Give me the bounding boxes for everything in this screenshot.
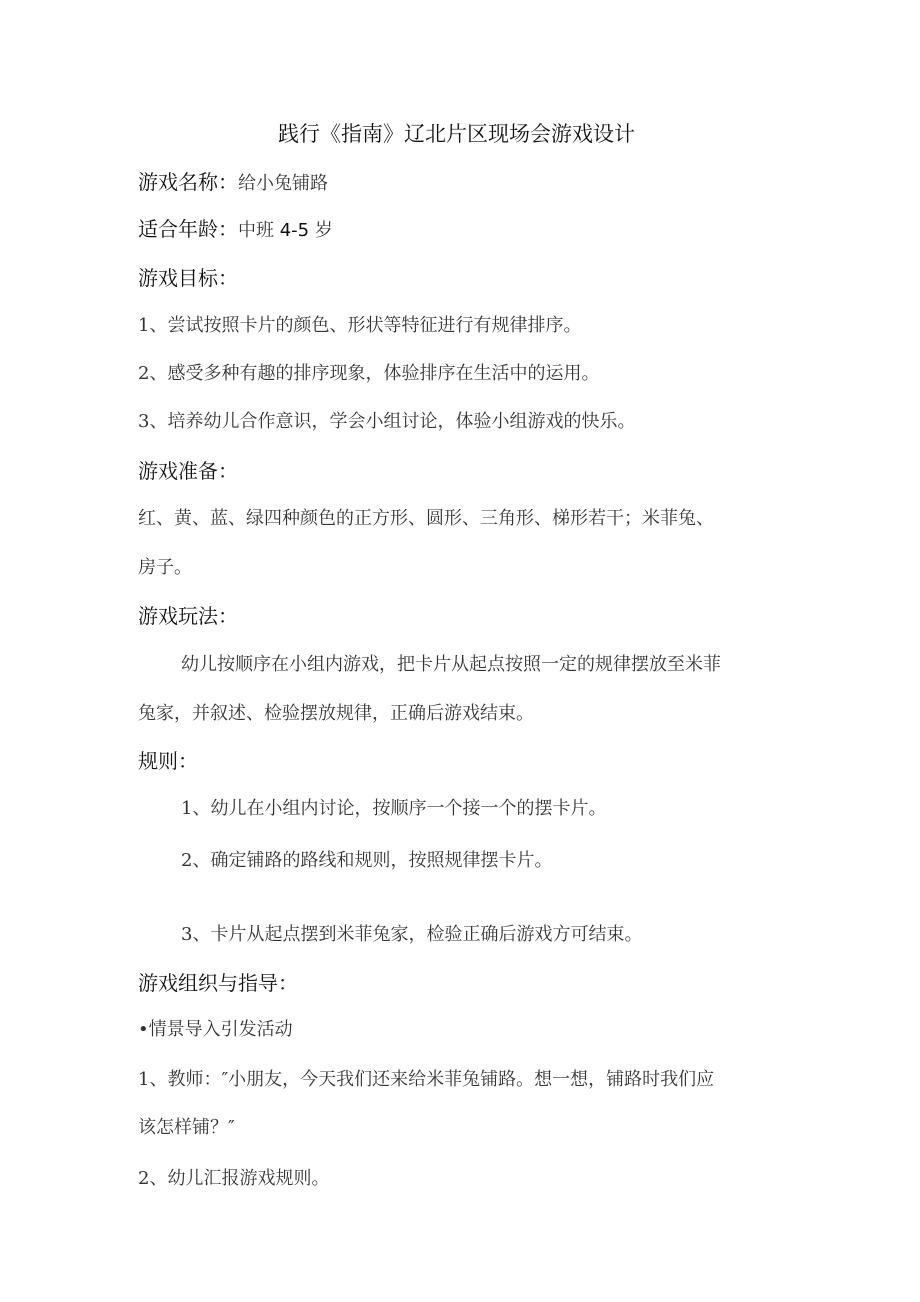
guide-item-line: 该怎样铺？″ <box>138 1117 235 1138</box>
goals-heading: 游戏目标： <box>138 266 238 290</box>
prep-heading: 游戏准备： <box>138 459 238 483</box>
play-heading: 游戏玩法： <box>138 604 238 628</box>
game-age-value-range: 4-5 <box>279 220 310 241</box>
rule-item: 1、幼儿在小组内讨论，按顺序一个接一个的摆卡片。 <box>181 798 607 819</box>
game-age-label: 适合年龄： <box>138 217 238 241</box>
document-title: 践行《指南》辽北片区现场会游戏设计 <box>278 122 635 146</box>
guide-bullet: •情景导入引发活动 <box>138 1019 293 1040</box>
guide-heading: 游戏组织与指导： <box>138 971 298 995</box>
play-line: 幼儿按顺序在小组内游戏，把卡片从起点按照一定的规律摆放至米菲 <box>181 654 721 675</box>
goal-item: 3、培养幼儿合作意识，学会小组讨论，体验小组游戏的快乐。 <box>138 411 636 432</box>
guide-item: 2、幼儿汇报游戏规则。 <box>138 1168 330 1189</box>
goal-item: 1、尝试按照卡片的颜色、形状等特征进行有规律排序。 <box>138 315 582 336</box>
rule-item: 3、卡片从起点摆到米菲兔家，检验正确后游戏方可结束。 <box>181 924 643 945</box>
goal-item: 2、感受多种有趣的排序现象，体验排序在生活中的运用。 <box>138 363 600 384</box>
rule-item: 2、确定铺路的路线和规则，按照规律摆卡片。 <box>181 850 553 871</box>
guide-item-line: 1、教师：″小朋友，今天我们还来给米菲兔铺路。想一想，铺路时我们应 <box>138 1069 715 1090</box>
game-name-value: 给小兔铺路 <box>238 173 328 194</box>
game-name-label: 游戏名称： <box>138 170 238 194</box>
prep-line: 红、黄、蓝、绿四种颜色的正方形、圆形、三角形、梯形若干；米菲兔、 <box>138 508 714 529</box>
game-age-value-suffix: 岁 <box>309 220 333 241</box>
prep-line: 房子。 <box>138 557 192 578</box>
game-age-row <box>138 219 333 240</box>
play-line: 兔家，并叙述、检验摆放规律，正确后游戏结束。 <box>138 703 534 724</box>
game-name-row <box>138 172 328 193</box>
rules-heading: 规则： <box>138 749 198 773</box>
game-age-value-prefix: 中班 <box>238 220 280 241</box>
